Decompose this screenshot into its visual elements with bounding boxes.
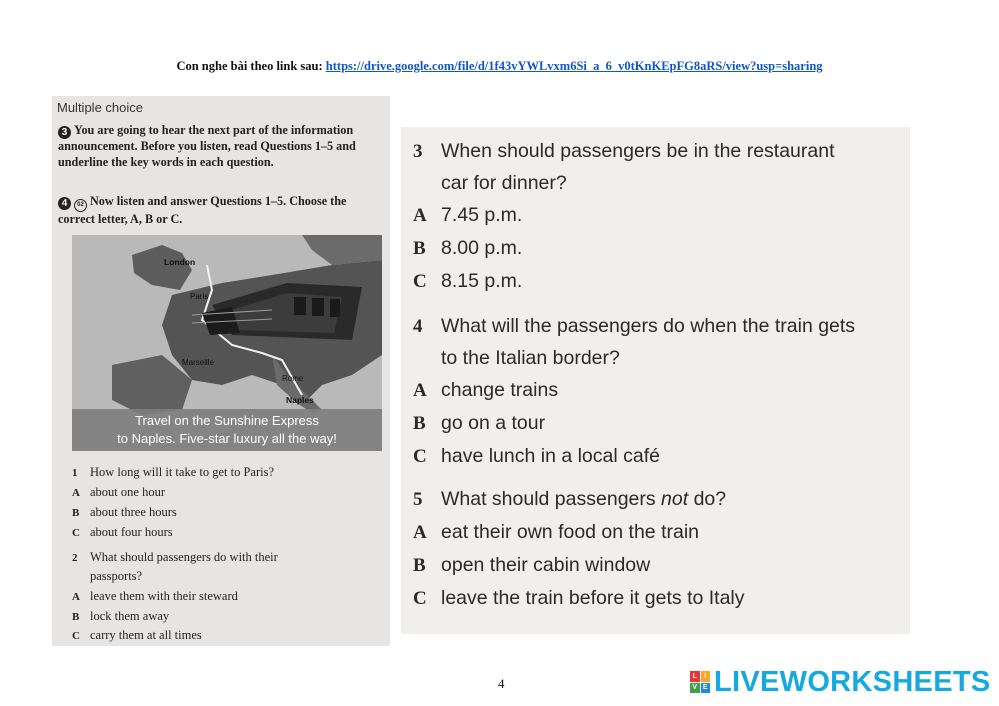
question-3-option-c[interactable]: C 8.15 p.m. bbox=[413, 270, 523, 292]
question-4-option-b[interactable]: B go on a tour bbox=[413, 412, 546, 434]
section-title: Multiple choice bbox=[57, 100, 143, 115]
question-3: 3 When should passengers be in the restaurant bbox=[413, 140, 835, 162]
right-scan-panel bbox=[401, 127, 910, 634]
city-label-paris: Paris bbox=[190, 292, 209, 301]
question-5-option-a[interactable]: A eat their own food on the train bbox=[413, 521, 700, 543]
step-number-icon: 3 bbox=[58, 126, 71, 139]
question-5-option-b[interactable]: B open their cabin window bbox=[413, 554, 651, 576]
question-5-option-c[interactable]: C leave the train before it gets to Italy bbox=[413, 587, 745, 609]
map-illustration bbox=[72, 235, 382, 451]
question-1: 1 How long will it take to get to Paris? bbox=[72, 465, 275, 479]
question-3-option-a[interactable]: A 7.45 p.m. bbox=[413, 204, 523, 226]
question-1-option-b[interactable]: B about three hours bbox=[72, 505, 177, 519]
question-5: 5 What should passengers not do? bbox=[413, 488, 727, 510]
step-number-icon: 4 bbox=[58, 197, 71, 210]
left-scan-panel bbox=[52, 96, 390, 646]
train-map-image bbox=[72, 235, 382, 451]
city-label-rome: Rome bbox=[282, 374, 304, 383]
question-2: 2 What should passengers do with their bbox=[72, 550, 278, 564]
question-2-option-a[interactable]: A leave them with their steward bbox=[72, 589, 238, 603]
question-4: 4 What will the passengers do when the train gets bbox=[413, 315, 856, 337]
question-2-continued: passports? bbox=[90, 569, 143, 583]
instruction-step-4: 4 02 Now listen and answer Questions 1–5. Choose the correct letter, A, B or C. bbox=[58, 194, 347, 227]
audio-link[interactable]: https://drive.google.com/file/d/1f43vYWLvxm6Si_a_6_v0tKnKEpFG8aRS/view?usp=sharing bbox=[325, 59, 823, 73]
question-4-option-c[interactable]: C have lunch in a local café bbox=[413, 445, 660, 467]
logo-text: LIVEWORKSHEETS bbox=[714, 665, 991, 698]
instruction-step-3: 3 You are going to hear the next part of the information announcement. Before you listen, read Questions 1–5 and underline the key words in each question. bbox=[58, 123, 356, 169]
page-header bbox=[0, 59, 999, 74]
question-1-option-c[interactable]: C about four hours bbox=[72, 525, 173, 539]
page-number: 4 bbox=[498, 676, 505, 691]
question-2-option-c[interactable]: C carry them at all times bbox=[72, 628, 202, 642]
question-1-option-a[interactable]: A about one hour bbox=[72, 485, 165, 499]
header-prefix: Con nghe bài theo link sau: bbox=[176, 59, 326, 73]
question-3-continued: car for dinner? bbox=[441, 172, 567, 194]
logo-mark-icon: L I V E bbox=[690, 671, 710, 693]
city-label-naples: Naples bbox=[286, 395, 314, 405]
question-2-option-b[interactable]: B lock them away bbox=[72, 609, 170, 623]
map-caption-line2: to Naples. Five-star luxury all the way! bbox=[117, 431, 337, 446]
emphasis-not: not bbox=[661, 488, 689, 510]
city-label-marseille: Marseille bbox=[182, 358, 215, 367]
question-3-option-b[interactable]: B 8.00 p.m. bbox=[413, 237, 523, 259]
question-4-continued: to the Italian border? bbox=[441, 347, 620, 369]
question-4-option-a[interactable]: A change trains bbox=[413, 379, 559, 401]
liveworksheets-logo[interactable] bbox=[690, 666, 991, 698]
map-caption-line1: Travel on the Sunshine Express bbox=[135, 413, 319, 428]
audio-cd-icon: 02 bbox=[74, 199, 87, 212]
city-label-london: London bbox=[164, 257, 196, 267]
